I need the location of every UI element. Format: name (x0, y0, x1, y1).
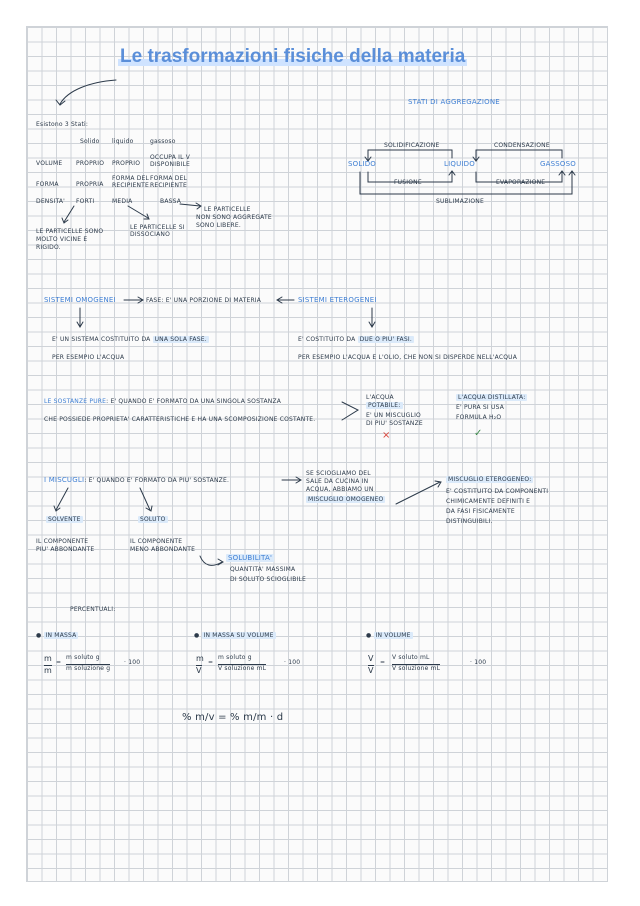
pure-definition-text: : E' QUANDO E' FORMATO DA UNA SINGOLA SOSTANZA (106, 398, 282, 405)
f3-lhs-num: V (368, 654, 374, 663)
potable-1: L'ACQUA (366, 394, 394, 401)
mixtures-label: I MISCUGLI (44, 476, 85, 484)
homogeneous-definition-highlight: UNA SOLA FASE. (154, 336, 207, 343)
mixture-homo-1: SE SCIOGLIAMO DEL (306, 470, 371, 477)
col-solid: Solido (80, 138, 100, 145)
systems-heterogeneous: SISTEMI ETEROGENEI (298, 296, 377, 304)
dens-gas: BASSA (160, 198, 182, 205)
vol-label: IN VOLUME (375, 632, 411, 639)
homogeneous-definition (52, 336, 209, 343)
mixture-hetero-1: E' COSTITUITO DA COMPONENTI (446, 488, 549, 495)
pure-definition (44, 398, 281, 405)
grid-paper (26, 26, 608, 882)
check-mark-icon: ✓ (474, 428, 483, 439)
form-liquid-1: FORMA DEL (112, 175, 150, 182)
systems-homogeneous: SISTEMI OMOGENEI (44, 296, 116, 304)
mass-bullet: ● IN MASSA (36, 632, 77, 639)
solvent-desc-2: PIU' ABBONDANTE (36, 546, 95, 553)
state-liquid: LIQUIDO (444, 160, 475, 168)
f1-den: m soluzione g (66, 665, 111, 672)
col-gas: gassoso (150, 138, 176, 145)
pure-definition-2: CHE POSSIEDE PROPRIETA' CARATTERISTICHE E HA UNA SCOMPOSIZIONE COSTANTE. (44, 416, 316, 423)
vol-bullet: ● IN VOLUME (366, 632, 411, 639)
solute-desc-1: IL COMPONENTE (130, 538, 183, 545)
solute-desc-2: MENO ABBONDANTE (130, 546, 196, 553)
label-sublimazione: SUBLIMAZIONE (436, 198, 484, 205)
row-form: FORMA (36, 181, 59, 188)
page-title: Le trasformazioni fisiche della materia (120, 46, 466, 67)
note-gas-1: LE PARTICELLE (204, 206, 251, 213)
dens-solid: FORTI (76, 198, 95, 205)
label-condensazione: CONDENSAZIONE (494, 142, 550, 149)
mass-label: IN MASSA (45, 632, 77, 639)
solvent-label: SOLVENTE (48, 516, 81, 523)
note-liquid-1: LE PARTICELLE SI (130, 224, 185, 231)
form-gas-2: RECIPIENTE (150, 182, 188, 189)
distilled-1: L'ACQUA DISTILLATA: (458, 394, 526, 401)
note-gas-3: SONO LIBERE. (196, 222, 241, 229)
f1-num: m soluto g (66, 654, 100, 661)
distilled-2: E' PURA SI USA (456, 404, 504, 411)
homogeneous-example: PER ESEMPIO L'ACQUA (52, 354, 125, 361)
f3-mult: · 100 (470, 659, 487, 666)
state-gas: GASSOSO (540, 160, 576, 168)
vol-liquid: PROPRIO (112, 160, 141, 167)
states-intro: Esistono 3 Stati: (36, 121, 89, 128)
f2-lhs-num: m (196, 654, 204, 663)
vol-gas-2: DISPONIBILE (150, 161, 191, 168)
f2-mult: · 100 (284, 659, 301, 666)
mixture-homo-2: SALE DA CUCINA IN (306, 478, 369, 485)
mixture-homo-3: ACQUA, ABBIAMO UN (306, 486, 374, 493)
potable-4: DI PIU' SOSTANZE (366, 420, 423, 427)
mixture-homo-highlight: MISCUGLIO OMOGENEO (308, 496, 384, 503)
mv-label: IN MASSA SU VOLUME (203, 632, 274, 639)
f3-equals: = (380, 659, 386, 666)
vol-gas-1: OCCUPA IL V (150, 154, 191, 161)
heterogeneous-example: PER ESEMPIO L'ACQUA E L'OLIO, CHE NON SI DISPERDE NELL'ACQUA (298, 354, 518, 361)
distilled-3: FORMULA H₂O (456, 414, 502, 421)
form-solid: PROPRIA (76, 181, 104, 188)
label-evaporazione: EVAPORAZIONE (496, 179, 546, 186)
note-solid-2: MOLTO VICINE E (36, 236, 88, 243)
f1-equals: = (56, 659, 62, 666)
mixture-hetero-4: DISTINGUIBILI. (446, 518, 493, 525)
f1-lhs-den: m (44, 666, 52, 675)
f3-lhs-den: V (368, 666, 374, 675)
form-liquid-2: RECIPIENTE (112, 182, 150, 189)
solute-label: SOLUTO (140, 516, 166, 523)
potable-3: E' UN MISCUGLIO (366, 412, 421, 419)
label-fusione: FUSIONE (394, 179, 422, 186)
solubility-label: SOLUBILITA' (228, 554, 273, 562)
pure-label: LE SOSTANZE PURE (44, 398, 107, 405)
label-solidificazione: SOLIDIFICAZIONE (384, 142, 440, 149)
row-volume: VOLUME (36, 160, 63, 167)
vol-solid: PROPRIO (76, 160, 105, 167)
form-gas-1: FORMA DEL (150, 175, 188, 182)
f1-mult: · 100 (124, 659, 141, 666)
row-density: DENSITA' (36, 198, 66, 205)
heterogeneous-definition-highlight: DUE O PIU' FASI. (359, 336, 412, 343)
note-solid-1: LE PARTICELLE SONO (36, 228, 104, 235)
state-solid: SOLIDO (348, 160, 377, 168)
f2-equals: = (208, 659, 214, 666)
mixtures-definition-text: : E' QUANDO E' FORMATO DA PIU' SOSTANZE. (84, 477, 230, 484)
heterogeneous-definition-text: E' COSTITUITO DA (298, 336, 356, 343)
dens-liquid: MEDIA (112, 198, 133, 205)
heterogeneous-definition (298, 336, 414, 343)
phase-definition: FASE: E' UNA PORZIONE DI MATERIA (146, 297, 262, 304)
col-liquid: liquido (112, 138, 134, 145)
f3-num: V soluto mL (392, 654, 430, 661)
states-heading: STATI DI AGGREGAZIONE (408, 98, 500, 106)
potable-2: POTABILE: (368, 402, 401, 409)
mv-bullet: ● IN MASSA SU VOLUME (194, 632, 274, 639)
mixture-hetero-2: CHIMICAMENTE DEFINITI E (446, 498, 531, 505)
solvent-desc-1: IL COMPONENTE (36, 538, 89, 545)
solubility-desc-2: DI SOLUTO SCIOGLIBILE (230, 576, 307, 583)
note-solid-3: RIGIDO. (36, 244, 61, 251)
mixture-hetero-highlight: MISCUGLIO ETEROGENEO: (448, 476, 532, 483)
f2-den: V soluzione mL (218, 665, 267, 672)
note-liquid-2: DISSOCIANO (130, 231, 171, 238)
f1-lhs-num: m (44, 654, 52, 663)
homogeneous-definition-text: E' UN SISTEMA COSTITUITO DA (52, 336, 151, 343)
mixture-hetero-3: DA FASI FISICAMENTE (446, 508, 515, 515)
f2-lhs-den: V (196, 666, 202, 675)
mixtures-definition (44, 476, 229, 484)
f2-num: m soluto g (218, 654, 252, 661)
note-gas-2: NON SONO AGGREGATE (196, 214, 272, 221)
cross-mark-icon: × (382, 430, 391, 441)
percent-heading: PERCENTUALI: (70, 606, 116, 613)
solubility-desc-1: QUANTITA' MASSIMA (230, 566, 296, 573)
final-formula: % m/v = % m/m · d (182, 712, 284, 723)
f3-den: V soluzione mL (392, 665, 441, 672)
